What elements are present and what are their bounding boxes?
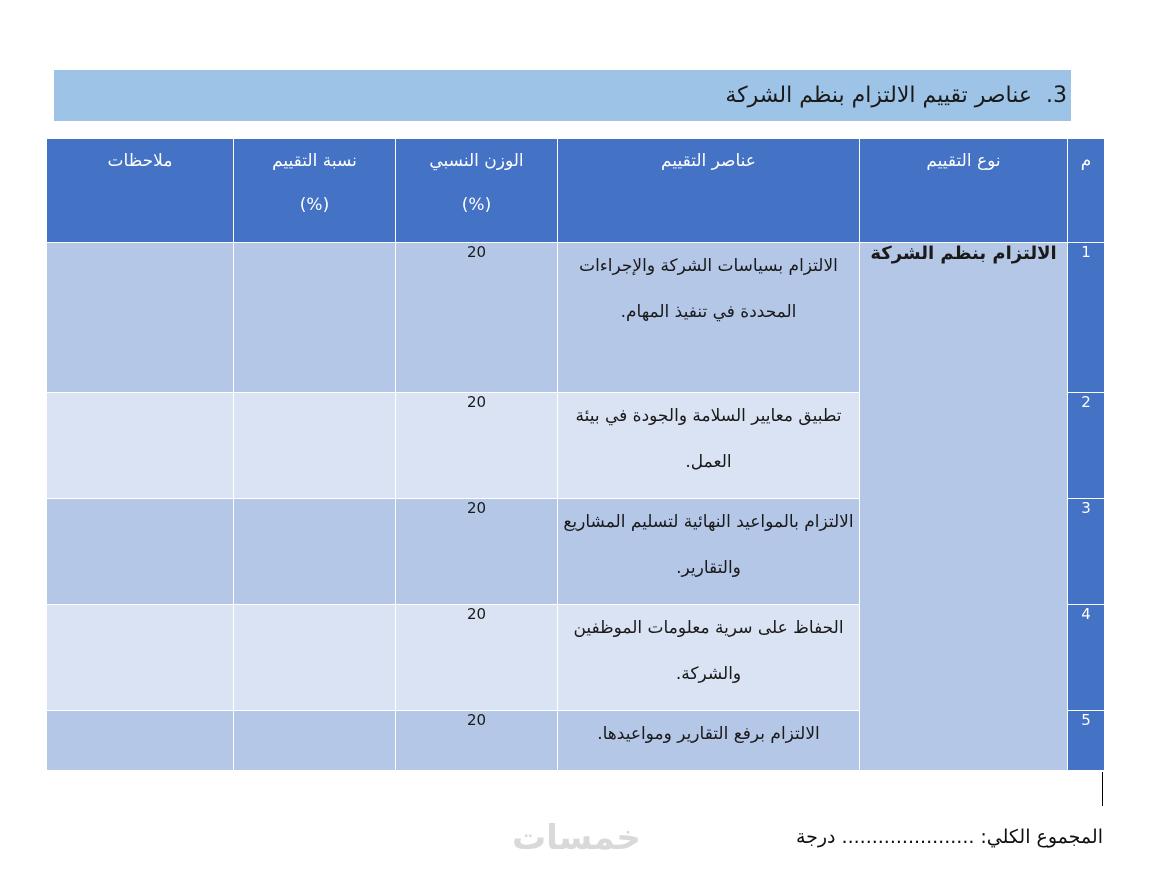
- evaluation-item: الالتزام بسياسات الشركة والإجراءات المحددة في تنفيذ المهام.: [558, 243, 860, 393]
- total-score: [796, 826, 1103, 848]
- weight-cell: 20: [396, 499, 558, 605]
- rating-cell[interactable]: [234, 711, 396, 771]
- row-index: 1: [1068, 243, 1105, 393]
- evaluation-item: الحفاظ على سرية معلومات الموظفين والشركة.: [558, 605, 860, 711]
- row-index: 5: [1068, 711, 1105, 771]
- rating-cell[interactable]: [234, 499, 396, 605]
- rating-cell[interactable]: [234, 605, 396, 711]
- row-index: 4: [1068, 605, 1105, 711]
- evaluation-type-cell: الالتزام بنظم الشركة: [860, 243, 1068, 771]
- notes-cell[interactable]: [47, 499, 234, 605]
- total-dots[interactable]: ......................: [841, 826, 975, 848]
- section-title-bar: [54, 70, 1071, 121]
- evaluation-item: تطبيق معايير السلامة والجودة في بيئة العمل.: [558, 393, 860, 499]
- header-index: م: [1068, 139, 1105, 243]
- total-unit: درجة: [795, 826, 836, 848]
- row-index: 2: [1068, 393, 1105, 499]
- header-rating: نسبة التقييم (%): [234, 139, 396, 243]
- header-items: عناصر التقييم: [558, 139, 860, 243]
- weight-cell: 20: [396, 605, 558, 711]
- notes-cell[interactable]: [47, 393, 234, 499]
- section-title: عناصر تقييم الالتزام بنظم الشركة: [725, 83, 1032, 108]
- text-cursor-line: [1102, 772, 1103, 806]
- rating-cell[interactable]: [234, 243, 396, 393]
- notes-cell[interactable]: [47, 605, 234, 711]
- notes-cell[interactable]: [47, 243, 234, 393]
- rating-cell[interactable]: [234, 393, 396, 499]
- weight-cell: 20: [396, 243, 558, 393]
- evaluation-table: [46, 138, 1105, 771]
- header-weight: الوزن النسبي (%): [396, 139, 558, 243]
- section-number: 3.: [1046, 83, 1067, 108]
- evaluation-item: الالتزام برفع التقارير ومواعيدها.: [558, 711, 860, 771]
- notes-cell[interactable]: [47, 711, 234, 771]
- evaluation-item: الالتزام بالمواعيد النهائية لتسليم المشاريع والتقارير.: [558, 499, 860, 605]
- row-index: 3: [1068, 499, 1105, 605]
- total-label: المجموع الكلي:: [980, 826, 1103, 848]
- header-notes: ملاحظات: [47, 139, 234, 243]
- weight-cell: 20: [396, 711, 558, 771]
- table-row: [47, 243, 1105, 393]
- watermark-logo: خمسات: [512, 818, 641, 858]
- weight-cell: 20: [396, 393, 558, 499]
- header-type: نوع التقييم: [860, 139, 1068, 243]
